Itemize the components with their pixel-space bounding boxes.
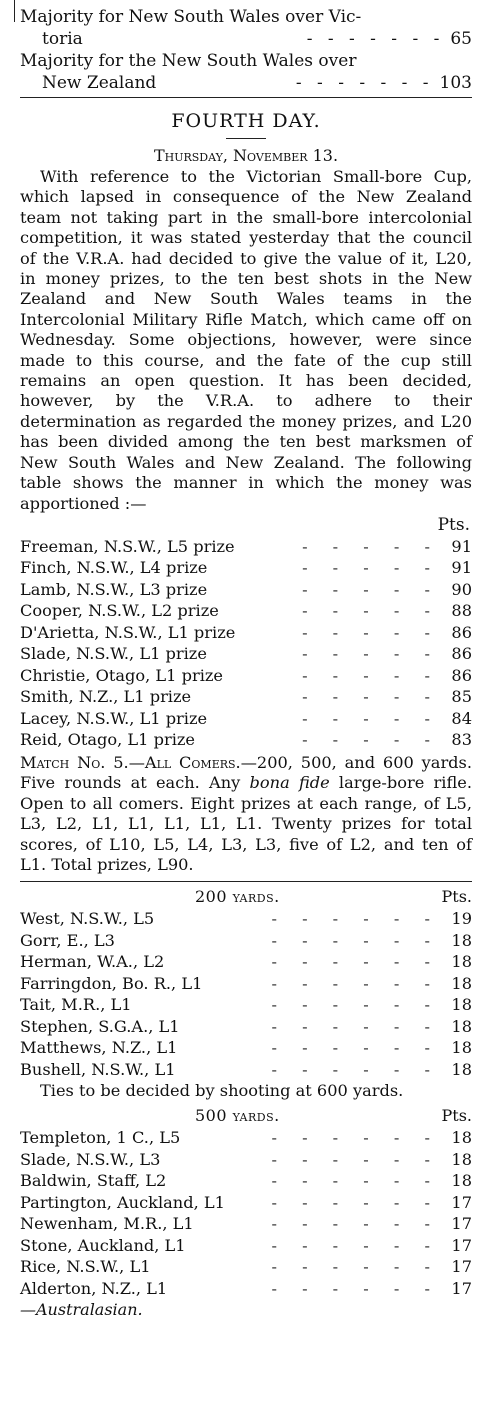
majority-value: 65 xyxy=(450,29,472,49)
entrant-name: Slade, N.S.W., L1 prize xyxy=(20,644,207,664)
table-row xyxy=(20,930,472,952)
match-italic: bona fide xyxy=(249,773,330,793)
pts-column-header: Pts. xyxy=(441,887,472,907)
points-value: 18 xyxy=(451,930,472,950)
majority-line xyxy=(20,6,472,28)
leader-dots: - - - - - - xyxy=(271,909,440,929)
points-value: 90 xyxy=(451,579,472,599)
leader-dots: - - - - - - xyxy=(271,995,440,1015)
leader-dots: - - - - - - xyxy=(271,1059,440,1079)
match-title: Match No. 5.—All Comers. xyxy=(20,752,241,772)
entrant-name: Slade, N.S.W., L3 xyxy=(20,1149,161,1169)
table-row xyxy=(20,708,472,730)
majority-line xyxy=(20,50,472,72)
table-row xyxy=(20,994,472,1016)
table-row xyxy=(20,1256,472,1278)
entrant-name: Templeton, 1 C., L5 xyxy=(20,1128,181,1148)
points-value: 18 xyxy=(451,952,472,972)
points-value: 19 xyxy=(451,909,472,929)
points-value: 18 xyxy=(451,1128,472,1148)
points-value: 86 xyxy=(451,665,472,685)
leader-dots: - - - - - - - xyxy=(295,73,434,93)
match-text: large-bore rifle. Open to all comers. Eight prizes at each range, of L5, L3, L2, L1, L1, L1, L1, L1. Twenty prizes for total scores, of L10, L5, L4, L3, L3, five of L2, and ten of L1. Total prizes, L90. xyxy=(20,773,472,874)
points-value: 17 xyxy=(451,1257,472,1277)
entrant-name: Lacey, N.S.W., L1 prize xyxy=(20,708,208,728)
points-value: 17 xyxy=(451,1192,472,1212)
majority-line xyxy=(20,72,472,94)
table-row xyxy=(20,1059,472,1081)
leader-dots: - - - - - xyxy=(302,644,440,664)
points-value: 86 xyxy=(451,644,472,664)
points-value: 18 xyxy=(451,995,472,1015)
table-row xyxy=(20,729,472,751)
leader-dots: - - - - - xyxy=(302,579,440,599)
tie-note: Ties to be decided by shooting at 600 yards. xyxy=(40,1081,404,1101)
points-value: 18 xyxy=(451,1149,472,1169)
entrant-name: Cooper, N.S.W., L2 prize xyxy=(20,601,219,621)
entrant-name: Newenham, M.R., L1 xyxy=(20,1214,194,1234)
dateline: Thursday, November 13. xyxy=(153,146,339,165)
leader-dots: - - - - - - xyxy=(271,1192,440,1212)
table-row xyxy=(20,1278,472,1300)
section-divider xyxy=(20,881,472,882)
table-row xyxy=(20,579,472,601)
entrant-name: D'Arietta, N.S.W., L1 prize xyxy=(20,622,236,642)
leader-dots: - - - - - xyxy=(302,687,440,707)
points-value: 91 xyxy=(451,558,472,578)
entrant-name: Stephen, S.G.A., L1 xyxy=(20,1016,180,1036)
points-value: 91 xyxy=(451,536,472,556)
range-heading-500 xyxy=(20,1105,472,1127)
column-rule xyxy=(14,0,15,22)
leader-dots: - - - - - - xyxy=(271,1038,440,1058)
table-row xyxy=(20,622,472,644)
points-value: 18 xyxy=(451,1016,472,1036)
points-value: 18 xyxy=(451,1059,472,1079)
leader-dots: - - - - - - xyxy=(271,1171,440,1191)
table-row xyxy=(20,1016,472,1038)
entrant-name: Freeman, N.S.W., L5 prize xyxy=(20,536,235,556)
pts-column-header: Pts. xyxy=(441,1106,472,1126)
leader-dots: - - - - - - xyxy=(271,1235,440,1255)
range-label: 500 yards. xyxy=(195,1106,280,1126)
table-row xyxy=(20,643,472,665)
table-row xyxy=(20,1170,472,1192)
leader-dots: - - - - - - xyxy=(271,1149,440,1169)
table-row xyxy=(20,908,472,930)
majority-block-2 xyxy=(20,50,472,94)
table-row xyxy=(20,973,472,995)
table-row xyxy=(20,557,472,579)
entrant-name: Herman, W.A., L2 xyxy=(20,952,165,972)
entrant-name: Bushell, N.S.W., L1 xyxy=(20,1059,176,1079)
table-row xyxy=(20,686,472,708)
table-row xyxy=(20,1037,472,1059)
leader-dots: - - - - - - xyxy=(271,1016,440,1036)
leader-dots: - - - - - - - xyxy=(306,29,445,49)
range-label: 200 yards. xyxy=(195,887,280,907)
leader-dots: - - - - - xyxy=(302,730,440,750)
entrant-name: Baldwin, Staff, L2 xyxy=(20,1171,167,1191)
leader-dots: - - - - - xyxy=(302,622,440,642)
table-row xyxy=(20,1192,472,1214)
prize-table xyxy=(20,536,472,751)
entrant-name: Partington, Auckland, L1 xyxy=(20,1192,225,1212)
entrant-name: Matthews, N.Z., L1 xyxy=(20,1038,178,1058)
table-row xyxy=(20,1149,472,1171)
entrant-name: Finch, N.S.W., L4 prize xyxy=(20,558,208,578)
results-table-200 xyxy=(20,908,472,1080)
results-table-500 xyxy=(20,1127,472,1299)
entrant-name: Rice, N.S.W., L1 xyxy=(20,1257,151,1277)
entrant-name: Reid, Otago, L1 prize xyxy=(20,730,196,750)
leader-dots: - - - - - - xyxy=(271,973,440,993)
entrant-name: Lamb, N.S.W., L3 prize xyxy=(20,579,208,599)
points-value: 84 xyxy=(451,708,472,728)
majority-text: toria xyxy=(42,29,83,49)
leader-dots: - - - - - xyxy=(302,708,440,728)
table-row xyxy=(20,951,472,973)
pts-column-header: Pts. xyxy=(437,514,470,535)
points-value: 83 xyxy=(451,730,472,750)
leader-dots: - - - - - - xyxy=(271,952,440,972)
table-row xyxy=(20,1235,472,1257)
leader-dots: - - - - - - xyxy=(271,1278,440,1298)
points-value: 17 xyxy=(451,1214,472,1234)
points-value: 18 xyxy=(451,1171,472,1191)
entrant-name: Gorr, E., L3 xyxy=(20,930,115,950)
source-credit: —Australasian. xyxy=(20,1300,143,1320)
leader-dots: - - - - - - xyxy=(271,1214,440,1234)
leader-dots: - - - - - - xyxy=(271,930,440,950)
leader-dots: - - - - - xyxy=(302,536,440,556)
leader-dots: - - - - - - xyxy=(271,1128,440,1148)
points-value: 17 xyxy=(451,1278,472,1298)
points-value: 17 xyxy=(451,1235,472,1255)
entrant-name: West, N.S.W., L5 xyxy=(20,909,155,929)
points-value: 88 xyxy=(451,601,472,621)
entrant-name: Stone, Auckland, L1 xyxy=(20,1235,186,1255)
majority-line xyxy=(20,28,472,50)
range-heading-200 xyxy=(20,886,472,908)
match-description xyxy=(20,753,472,875)
leader-dots: - - - - - - xyxy=(271,1257,440,1277)
section-divider xyxy=(20,97,472,98)
entrant-name: Farringdon, Bo. R., L1 xyxy=(20,973,203,993)
entrant-name: Smith, N.Z., L1 prize xyxy=(20,687,192,707)
entrant-name: Tait, M.R., L1 xyxy=(20,995,132,1015)
table-row xyxy=(20,665,472,687)
section-heading: FOURTH DAY. xyxy=(171,110,321,132)
table-row xyxy=(20,536,472,558)
table-row xyxy=(20,600,472,622)
leader-dots: - - - - - xyxy=(302,665,440,685)
points-value: 18 xyxy=(451,973,472,993)
article-paragraph: With reference to the Victorian Small-bore Cup, which lapsed in consequence of the New Zealand team not taking part in the small-bore intercolonial competition, it was stated yesterday that the council of the V.R.A. had decided to give the value of it, L20, in money prizes, to the ten best shots in the New Zealand and New South Wales teams in the Intercolonial Military Rifle Match, which came off on Wednesday. Some objections, however, were since made to this course, and the fate of the cup still remains an open question. It has been decided, however, by the V.R.A. to adhere to their determination as regarded the money prizes, and L20 has been divided among the ten best marksmen of New South Wales and New Zealand. The following table shows the manner in which the money was apportioned :— xyxy=(20,167,472,513)
match-text: —200, 500, and 600 yards. Five rounds at each. Any xyxy=(20,752,473,793)
table-row xyxy=(20,1127,472,1149)
majority-block-1 xyxy=(20,6,472,50)
points-value: 18 xyxy=(451,1038,472,1058)
leader-dots: - - - - - xyxy=(302,601,440,621)
leader-dots: - - - - - xyxy=(302,558,440,578)
points-value: 85 xyxy=(451,687,472,707)
points-value: 86 xyxy=(451,622,472,642)
majority-text: New Zealand xyxy=(42,73,157,93)
majority-text: Majority for New South Wales over Vic- xyxy=(20,7,362,27)
entrant-name: Christie, Otago, L1 prize xyxy=(20,665,223,685)
table-row xyxy=(20,1213,472,1235)
entrant-name: Alderton, N.Z., L1 xyxy=(20,1278,168,1298)
majority-value: 103 xyxy=(439,73,472,93)
majority-text: Majority for the New South Wales over xyxy=(20,51,357,71)
heading-rule xyxy=(226,138,266,139)
